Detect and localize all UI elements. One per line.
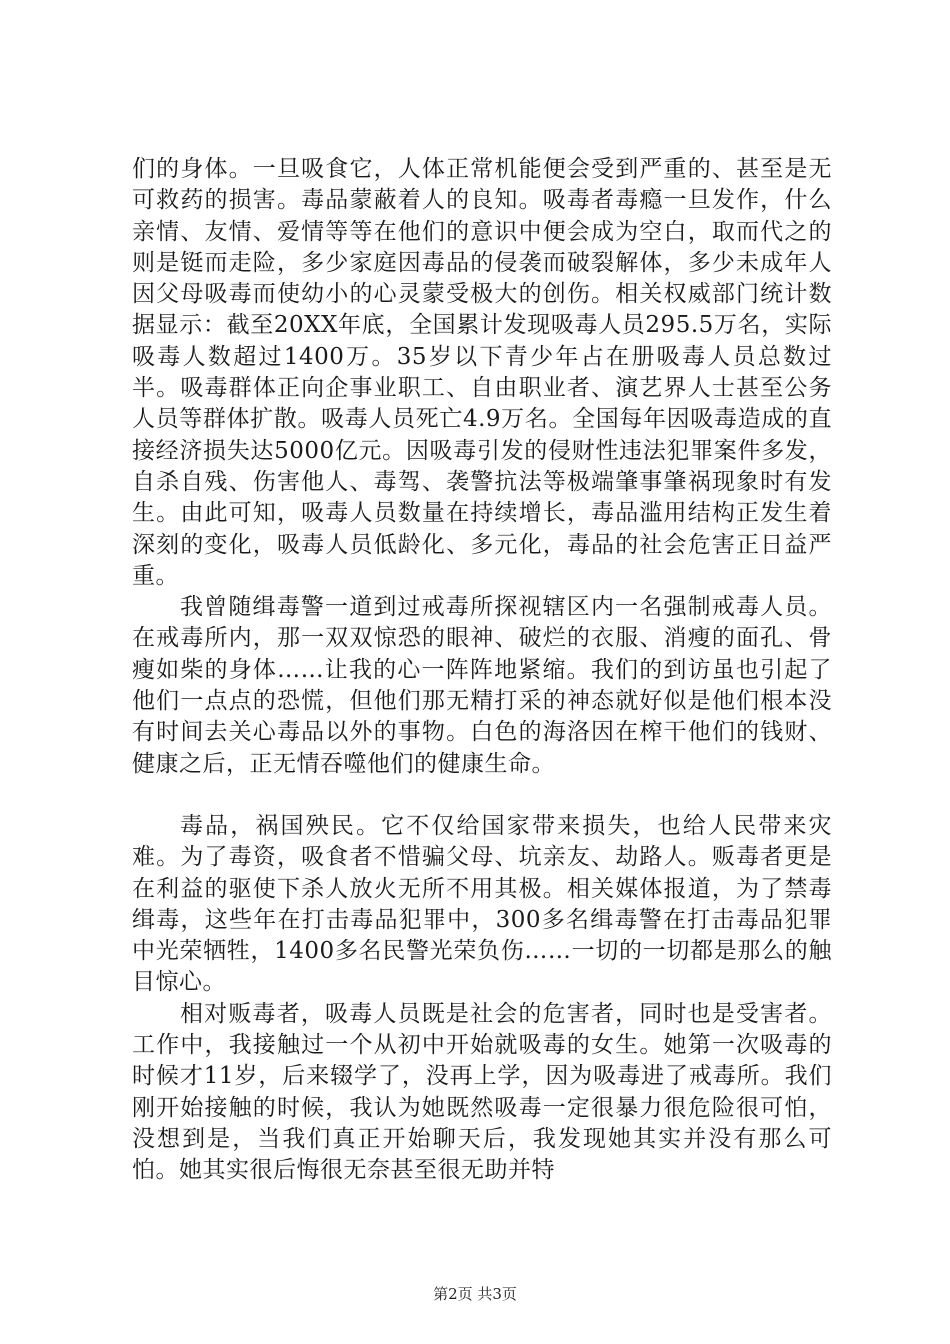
paragraph-rehab-visit: 我曾随缉毒警一道到过戒毒所探视辖区内一名强制戒毒人员。在戒毒所内，那一双双惊恐的眼神、破烂的衣服、消瘦的面孔、骨瘦如柴的身体……让我的心一阵阵地紧缩。我们的到访虽也引起了他们一点点的恐慌，但他们那无精打采的神态就好似是他们根本没有时间去关心毒品以外的事物。白色的海洛因在榨干他们的钱财、健康之后，正无情吞噬他们的健康生命。 [132, 594, 832, 777]
paragraph-drug-harm: 毒品，祸国殃民。它不仅给国家带来损失，也给人民带来灾难。为了毒资，吸食者不惜骗父母、坑亲友、劫路人。贩毒者更是在利益的驱使下杀人放火无所不用其极。相关媒体报道，为了禁毒缉毒，这些年在打击毒品犯罪中，300多名缉毒警在打击毒品犯罪中光荣牺牲，1400多名民警光荣负伤……一切的一切都是那么的触目惊心。 [132, 812, 832, 996]
paragraph-continued: 们的身体。一旦吸食它，人体正常机能便会受到严重的、甚至是无可救药的损害。毒品蒙蔽着人的良知。吸毒者毒瘾一旦发作，什么亲情、友情、爱情等等在他们的意识中便会成为空白，取而代之的则是铤而走险，多少家庭因毒品的侵袭而破裂解体，多少未成年人因父母吸毒而使幼小的心灵蒙受极大的创伤。相关权威部门统计数据显示：截至20XX年底，全国累计发现吸毒人员295.5万名，实际吸毒人数超过1400万。35岁以下青少年占在册吸毒人员总数过半。吸毒群体正向企事业职工、自由职业者、演艺界人士甚至公务人员等群体扩散。吸毒人员死亡4.9万名。全国每年因吸毒造成的直接经济损失达5000亿元。因吸毒引发的侵财性违法犯罪案件多发，自杀自残、伤害他人、毒驾、袭警抗法等极端肇事肇祸现象时有发生。由此可知，吸毒人员数量在持续增长，毒品滥用结构正发生着深刻的变化，吸毒人员低龄化、多元化，毒品的社会危害正日益严重。 [132, 156, 832, 589]
document-body [132, 154, 832, 1187]
page-footer: 第2页 共3页 [433, 1285, 517, 1303]
paragraph-victim-story: 相对贩毒者，吸毒人员既是社会的危害者，同时也是受害者。工作中，我接触过一个从初中开始就吸毒的女生。她第一次吸毒的时候才11岁，后来辍学了，没再上学，因为吸毒进了戒毒所。我们刚开始接触的时候，我认为她既然吸毒一定很暴力很危险很可怕，没想到是，当我们真正开始聊天后，我发现她其实并没有那么可怕。她其实很后悔很无奈甚至很无助并特 [132, 1000, 832, 1184]
